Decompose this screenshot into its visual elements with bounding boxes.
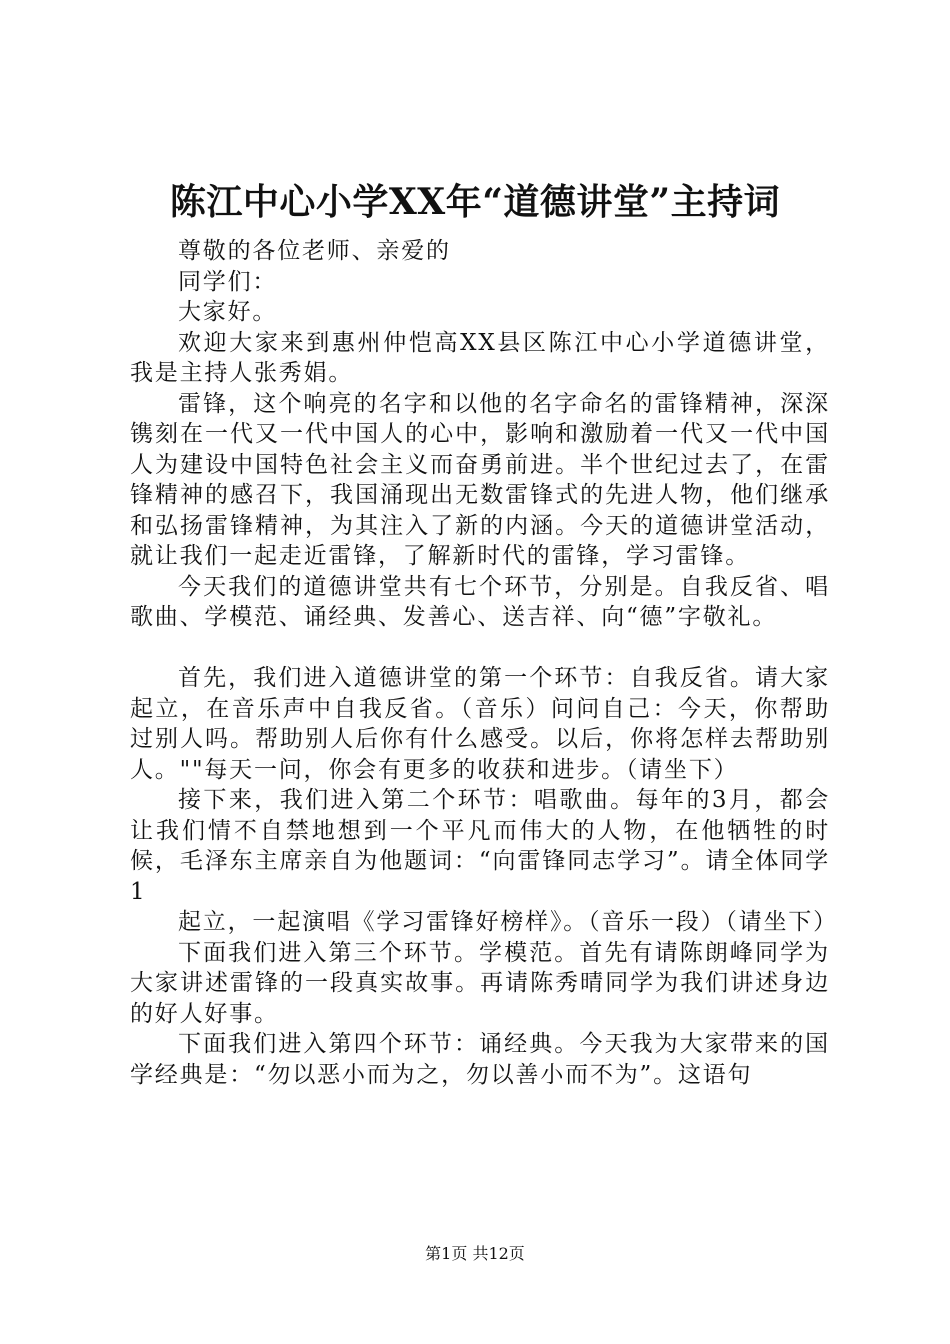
document-title: 陈江中心小学XX年“道德讲堂”主持词 bbox=[169, 181, 781, 223]
leifeng-intro-paragraph: 雷锋，这个响亮的名字和以他的名字命名的雷锋精神，深深镌刻在一代又一代中国人的心中，影响和激励着一代又一代中国人为建设中国特色社会主义而奋勇前进。半个世纪过去了，在雷锋精神的感召下，我国涌现出无数雷锋式的先进人物，他们继承和弘扬雷锋精神，为其注入了新的内涵。今天的道德讲堂活动，就让我们一起走近雷锋，了解新时代的雷锋，学习雷锋。 bbox=[130, 390, 830, 569]
salutation-line-2: 同学们： bbox=[178, 268, 278, 295]
section-three-paragraph: 下面我们进入第三个环节。学模范。首先有请陈朗峰同学为大家讲述雷锋的一段真实故事。再请陈秀晴同学为我们讲述身边的好人好事。 bbox=[130, 939, 830, 1027]
greeting: 大家好。 bbox=[178, 299, 278, 325]
welcome-paragraph: 欢迎大家来到惠州仲恺高XX县区陈江中心小学道德讲堂，我是主持人张秀娟。 bbox=[130, 329, 830, 386]
document-body bbox=[130, 236, 838, 1090]
salutation-line-1: 尊敬的各位老师、亲爱的 bbox=[178, 238, 451, 264]
section-one-paragraph: 首先，我们进入道德讲堂的第一个环节：自我反省。请大家起立，在音乐声中自我反省。（音乐）问问自己：今天，你帮助过别人吗。帮助别人后你有什么感受。以后，你将怎样去帮助别人。""每天一问，你会有更多的收获和进步。（请坐下） bbox=[130, 665, 830, 783]
section-four-paragraph: 下面我们进入第四个环节：诵经典。今天我为大家带来的国学经典是：“勿以恶小而为之，勿以善小而不为”。这语句 bbox=[130, 1031, 830, 1088]
paragraph-gap bbox=[130, 633, 830, 664]
section-two-continued-paragraph: 起立，一起演唱《学习雷锋好榜样》。（音乐一段）（请坐下） bbox=[178, 909, 838, 935]
section-two-paragraph: 接下来，我们进入第二个环节：唱歌曲。每年的3月，都会让我们情不自禁地想到一个平凡而伟大的人物，在他牺牲的时候，毛泽东主席亲自为他题词：“向雷锋同志学习”。请全体同学1 bbox=[130, 787, 830, 905]
page-footer: 第1页 共12页 bbox=[425, 1244, 525, 1263]
agenda-paragraph: 今天我们的道德讲堂共有七个环节，分别是。自我反省、唱歌曲、学模范、诵经典、发善心、送吉祥、向“德”字敬礼。 bbox=[130, 573, 830, 630]
